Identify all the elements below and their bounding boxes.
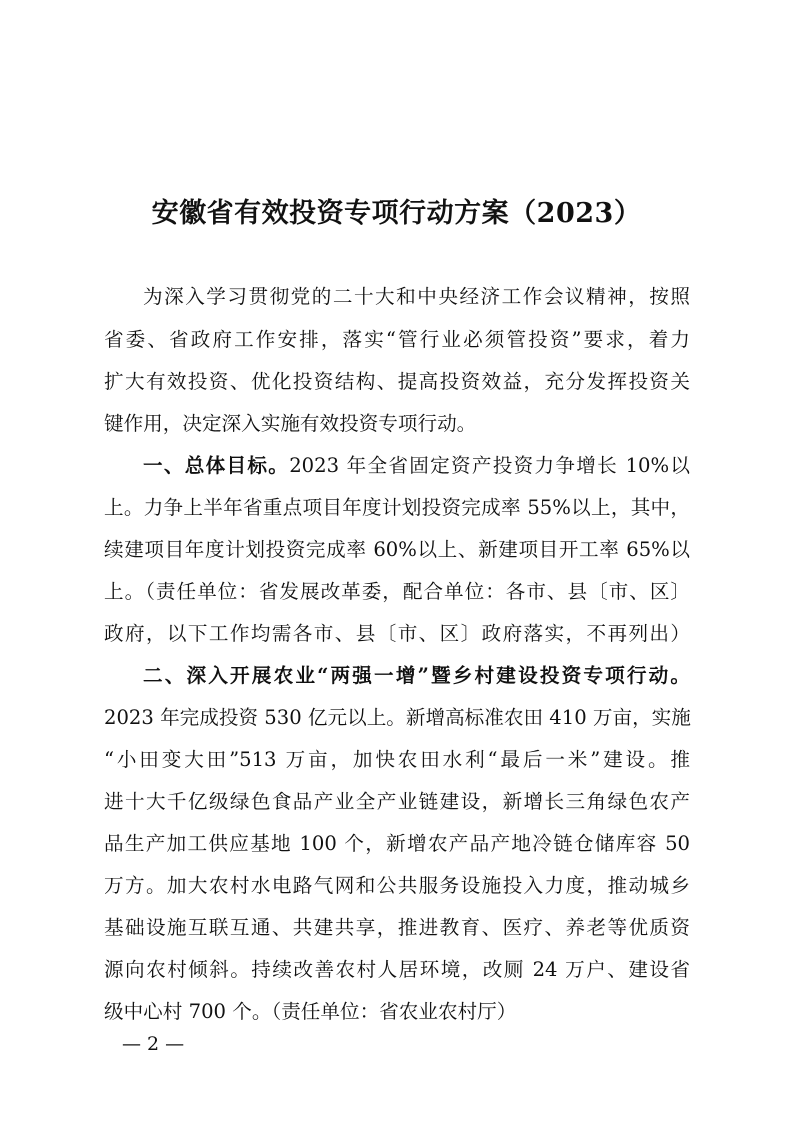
section-line: 基础设施互联互通、共建共享，推进教育、医疗、养老等优质资 [104, 916, 690, 939]
section-line: 上。力争上半年省重点项目年度计划投资完成率 55%以上，其中， [104, 496, 690, 519]
section-heading: 一、总体目标。 [143, 454, 290, 477]
section-line: “小田变大田”513 万亩，加快农田水利“最后一米”建设。推 [104, 748, 690, 771]
section-line: 政府，以下工作均需各市、县〔市、区〕政府落实，不再列出） [104, 622, 690, 645]
section-line: 品生产加工供应基地 100 个，新增农产品产地冷链仓储库容 50 [104, 832, 690, 855]
section-line: 进十大千亿级绿色食品产业全产业链建设，新增长三角绿色农产 [104, 790, 690, 813]
section-text: 2023 年全省固定资产投资力争增长 10%以 [289, 454, 691, 477]
section-line: 上。（责任单位：省发展改革委，配合单位：各市、县〔市、区〕 [104, 580, 690, 603]
paragraph-line: 键作用，决定深入实施有效投资专项行动。 [104, 412, 477, 435]
section-line: 2023 年完成投资 530 亿元以上。新增高标准农田 410 万亩，实施 [104, 706, 691, 729]
section-line: 级中心村 700 个。（责任单位：省农业农村厅） [104, 1000, 517, 1023]
paragraph-line: 扩大有效投资、优化投资结构、提高投资效益，充分发挥投资关 [104, 370, 690, 393]
section-line: 续建项目年度计划投资完成率 60%以上、新建项目开工率 65%以 [104, 538, 690, 561]
paragraph-line: 省委、省政府工作安排，落实“管行业必须管投资”要求，着力 [104, 328, 690, 351]
section-heading: 二、深入开展农业“两强一增”暨乡村建设投资专项行动。 [143, 664, 690, 687]
section-line: 源向农村倾斜。持续改善农村人居环境，改厕 24 万户、建设省 [104, 958, 690, 981]
paragraph-line: 为深入学习贯彻党的二十大和中央经济工作会议精神，按照 [143, 285, 690, 308]
section-first-line [143, 451, 690, 481]
page-number: — 2 — [122, 1033, 185, 1055]
section-line: 万方。加大农村水电路气网和公共服务设施投入力度，推动城乡 [104, 874, 690, 897]
document-title: 安徽省有效投资专项行动方案（2023） [151, 198, 642, 229]
